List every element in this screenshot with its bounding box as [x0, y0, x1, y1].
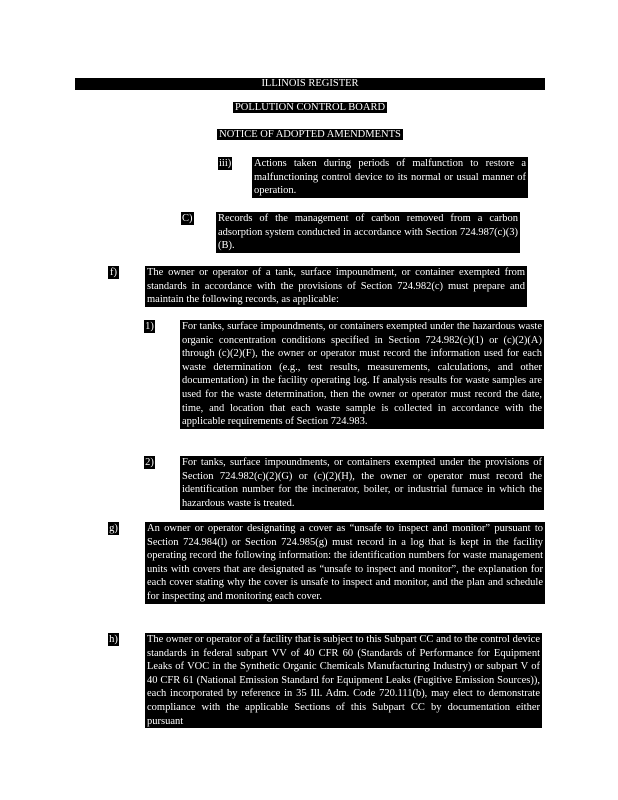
item-label: iii) — [219, 158, 232, 169]
notice-title: NOTICE OF ADOPTED AMENDMENTS — [219, 129, 401, 140]
item-text: An owner or operator designating a cover as “unsafe to inspect and monitor” pursuant to Section 724.984(l) or Section 724.985(g) must record in a log that is kept in the facility operating record the following information: the identification numbers for waste management units with covers that are designated as “unsafe to inspect and monitor”, the explanation for each cover stating why the cover is unsafe to inspect and monitor, and the plan and schedule for inspecting and monitoring each cover. — [147, 523, 543, 602]
item-label: C) — [182, 213, 193, 224]
item-label: f) — [110, 267, 117, 278]
item-text: For tanks, surface impoundments, or containers exempted under the hazardous waste organic concentration conditions specified in Section 724.982(c)(1) or (c)(2)(A) through (c)(2)(F), the owner or operator must record the information used for each waste determination (e.g., test results, measurements, calculations, and other documentation) in the facility operating log. If analysis results for waste samples are used for the waste determination, then the owner or operator must record the date, time, and location that each waste sample is collected in accordance with the applicable requirements of Section 724.983. — [182, 321, 542, 428]
item-label: 2) — [145, 457, 154, 468]
item-text: For tanks, surface impoundments, or containers exempted under the provisions of Section 724.982(c)(2)(G) or (c)(2)(H), the owner or operator must record the identification number for the incinerator, boiler, or industrial furnace in which the hazardous waste is treated. — [182, 457, 542, 509]
item-text: The owner or operator of a tank, surface impoundment, or container exempted from standards in accordance with the provisions of Section 724.982(c) must prepare and maintain the following records, as applicable: — [147, 267, 525, 306]
item-label: h) — [109, 634, 118, 645]
item-text: Records of the management of carbon removed from a carbon adsorption system conducted in accordance with Section 724.987(c)(3)(B). — [218, 213, 518, 252]
item-label: g) — [109, 523, 118, 534]
register-title: ILLINOIS REGISTER — [75, 78, 545, 90]
item-text: The owner or operator of a facility that is subject to this Subpart CC and to the control device standards in federal subpart VV of 40 CFR 60 (Standards of Performance for Equipment Leaks of VOC in the Synthetic Organic Chemicals Manufacturing Industry) or subpart V of 40 CFR 61 (National Emission Standard for Equipment Leaks (Fugitive Emission Sources)), each incorporated by reference in 35 Ill. Adm. Code 720.111(b), may elect to demonstrate compliance with the applicable Sections of this Subpart CC by documentation either pursuant — [147, 634, 540, 727]
item-label: 1) — [145, 321, 154, 332]
item-text: Actions taken during periods of malfunction to restore a malfunctioning control device to its normal or usual manner of operation. — [254, 158, 526, 197]
board-title: POLLUTION CONTROL BOARD — [234, 102, 386, 113]
